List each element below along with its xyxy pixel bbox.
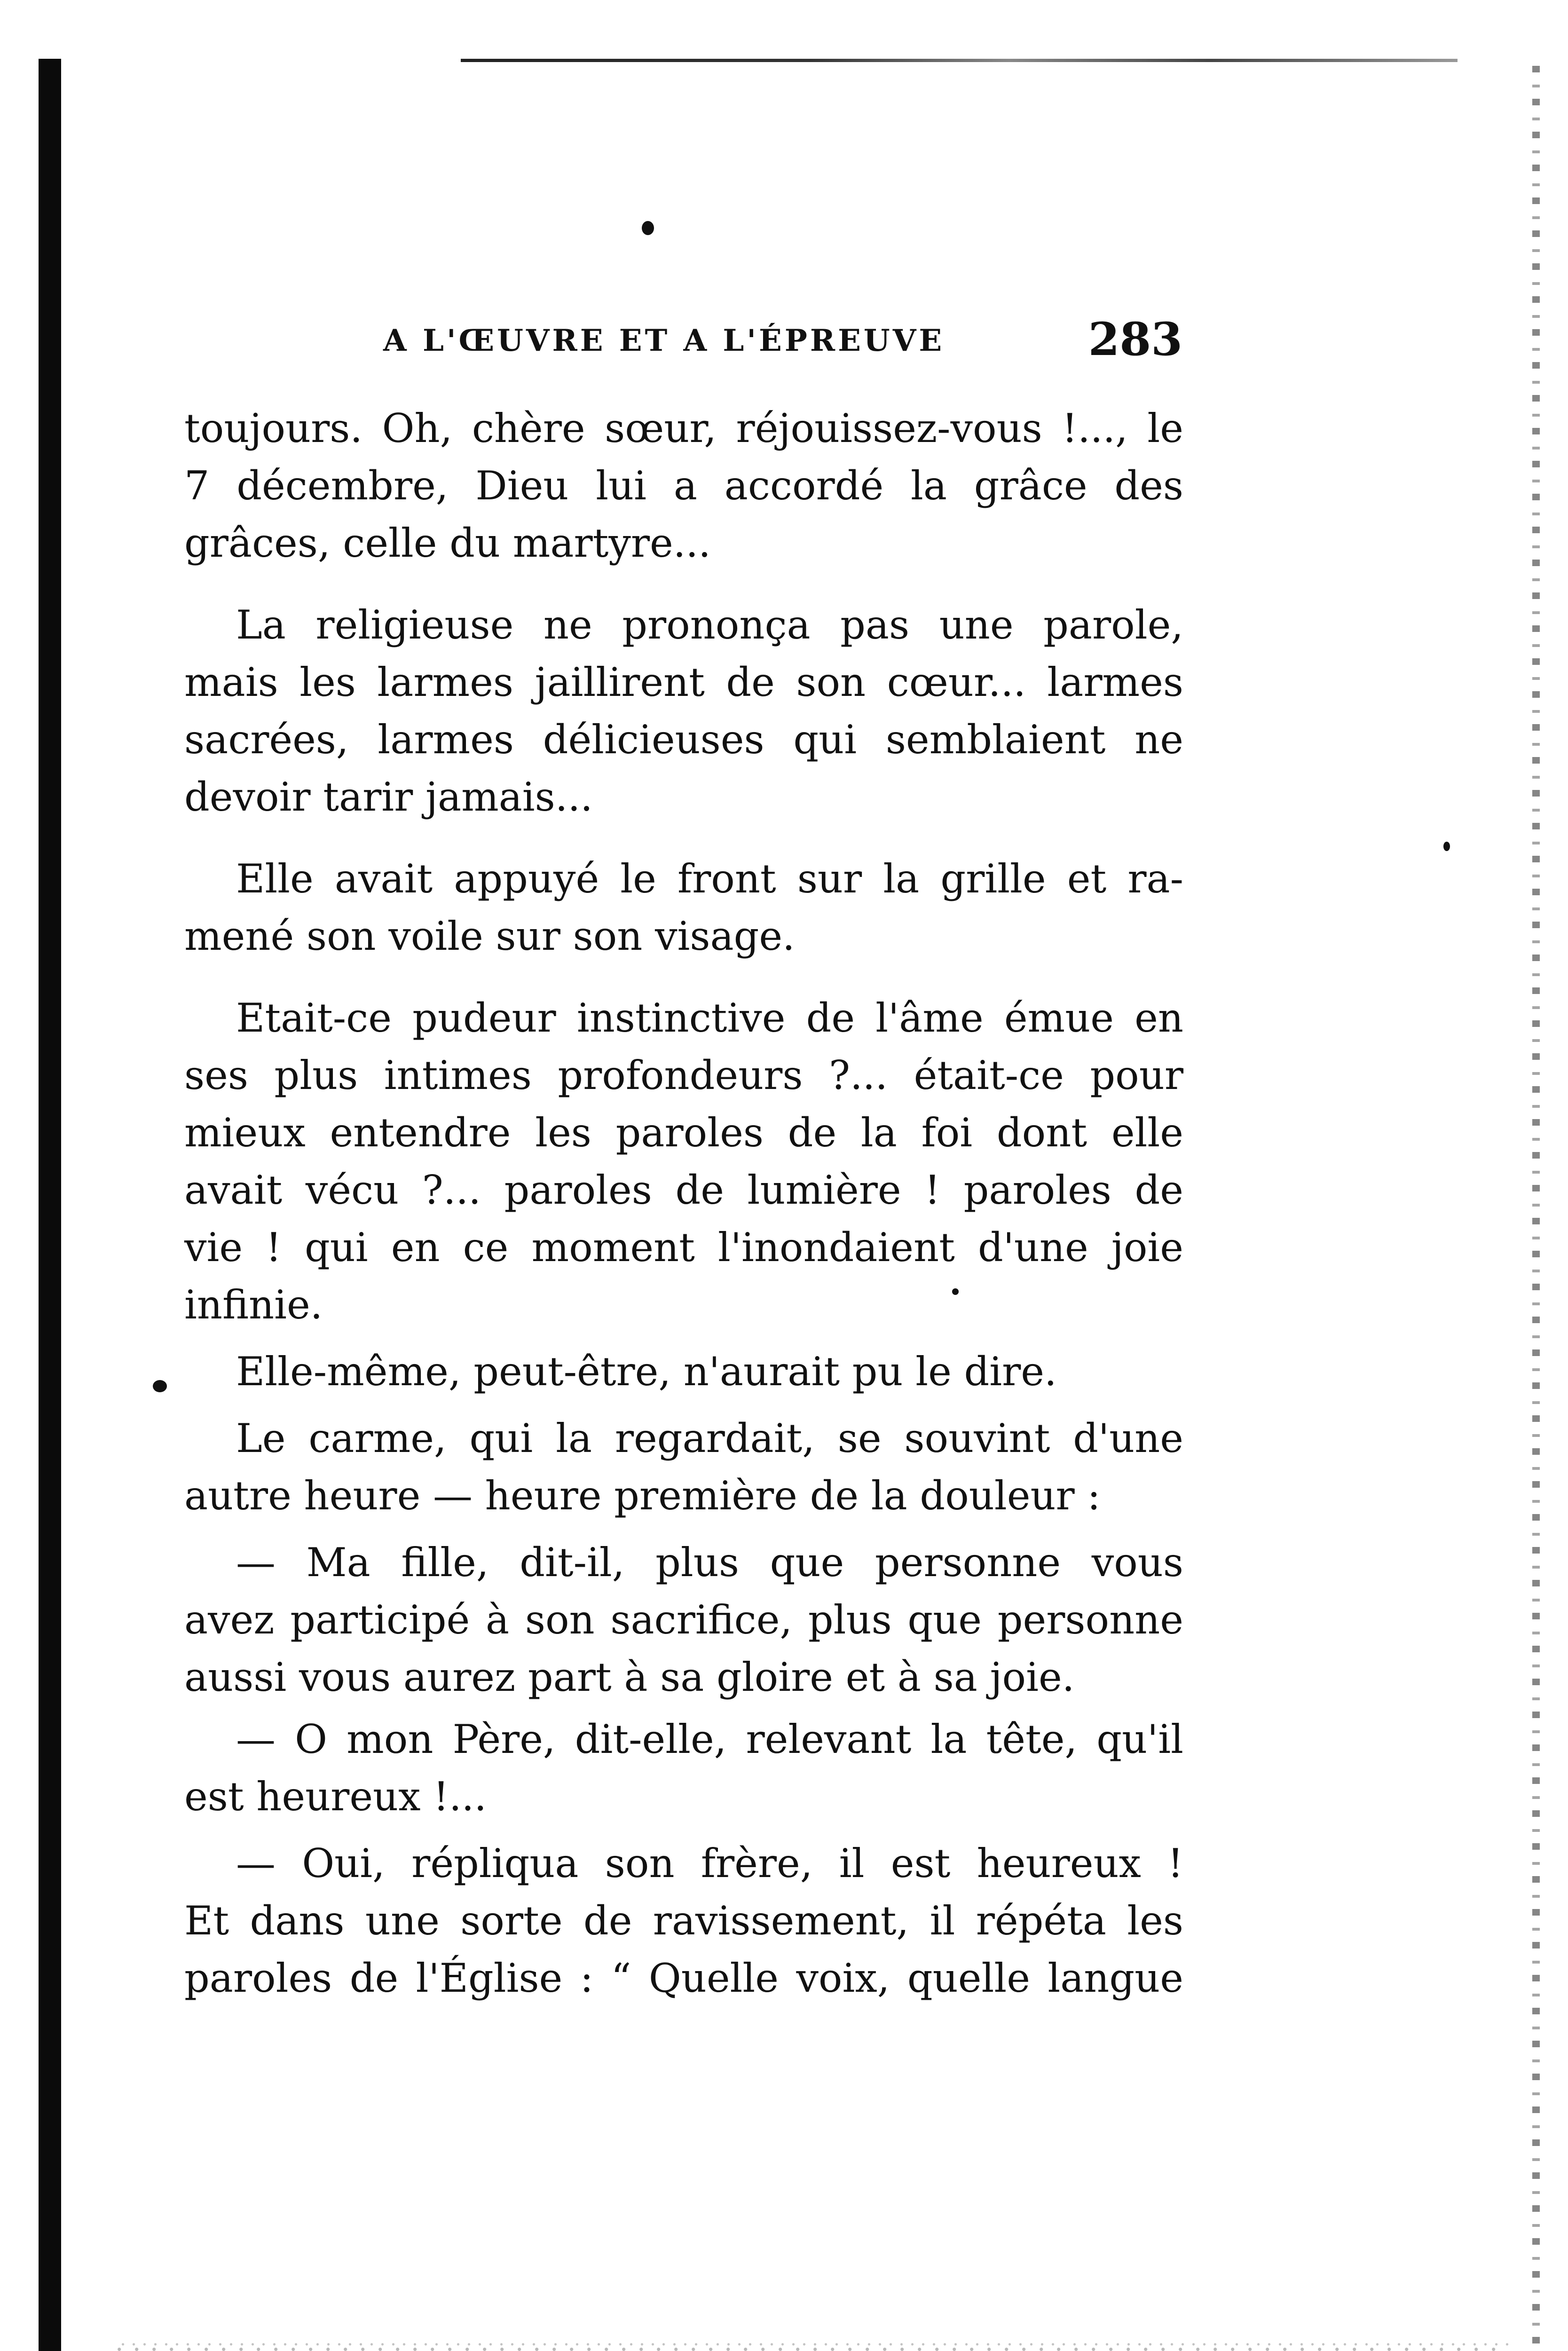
text-line: aussi vous aurez part à sa gloire et à sa joie.	[184, 1654, 1075, 1700]
text-line: — O mon Père, dit-elle, relevant la tête, qu'il	[236, 1716, 1183, 1762]
text-line: devoir tarir jamais...	[184, 774, 593, 820]
ink-speck	[642, 221, 654, 235]
text-line: — Oui, répliqua son frère, il est heureux !	[236, 1840, 1183, 1886]
paragraph	[184, 1534, 1183, 1706]
paragraph	[184, 596, 1183, 826]
text-line: Elle-même, peut-être, n'aurait pu le dire.	[236, 1349, 1057, 1395]
text-line: — Ma fille, dit-il, plus que personne vous	[236, 1539, 1183, 1586]
paragraph	[184, 850, 1183, 965]
paragraph	[184, 1835, 1183, 2007]
paragraph	[184, 400, 1183, 572]
text-line: avez participé à son sacrifice, plus que personne	[184, 1597, 1183, 1643]
text-line: mieux entendre les paroles de la foi dont elle	[184, 1110, 1183, 1156]
ink-speck	[153, 1380, 167, 1392]
text-line: Etait-ce pudeur instinctive de l'âme émue en	[236, 995, 1183, 1041]
text-line: Et dans une sorte de ravissement, il répéta les	[184, 1898, 1183, 1944]
text-line: paroles de l'Église : “ Quelle voix, quelle langue	[184, 1955, 1183, 2001]
running-head	[183, 313, 1182, 364]
text-line: ses plus intimes profondeurs ?... était-ce pour	[184, 1052, 1183, 1098]
scan-bottom-noise	[118, 2341, 1509, 2351]
text-line: toujours. Oh, chère sœur, réjouissez-vous !..., le	[184, 405, 1183, 451]
text-line: Elle avait appuyé le front sur la grille et ra-	[236, 856, 1183, 902]
text-line: grâces, celle du martyre...	[184, 520, 711, 566]
scan-right-edge	[1532, 66, 1540, 2351]
text-line: est heureux !...	[184, 1774, 487, 1820]
text-line: mais les larmes jaillirent de son cœur... larmes	[184, 659, 1183, 705]
text-line: 7 décembre, Dieu lui a accordé la grâce des	[184, 463, 1183, 509]
text-line: avait vécu ?... paroles de lumière ! paroles de	[184, 1167, 1183, 1213]
text-line: autre heure — heure première de la douleur :	[184, 1473, 1101, 1519]
text-line: mené son voile sur son visage.	[184, 913, 795, 959]
paragraph	[184, 1410, 1183, 1524]
running-title: A L'ŒUVRE ET A L'ÉPREUVE	[383, 323, 945, 358]
body-text	[184, 400, 1183, 2007]
paragraph	[184, 1711, 1183, 1825]
text-line: vie ! qui en ce moment l'inondaient d'une joie	[184, 1224, 1183, 1270]
text-line: infinie.	[184, 1282, 323, 1328]
text-line: Le carme, qui la regardait, se souvint d'une	[236, 1415, 1183, 1461]
paragraph	[184, 1343, 1183, 1400]
scan-top-edge	[461, 59, 1458, 62]
page-number: 283	[1088, 313, 1182, 366]
ink-speck	[1443, 842, 1450, 851]
text-line: sacrées, larmes délicieuses qui semblaient ne	[184, 717, 1183, 763]
text-line: La religieuse ne prononça pas une parole,	[236, 602, 1183, 648]
paragraph	[184, 989, 1183, 1333]
scan-binding-shadow	[39, 59, 61, 2351]
